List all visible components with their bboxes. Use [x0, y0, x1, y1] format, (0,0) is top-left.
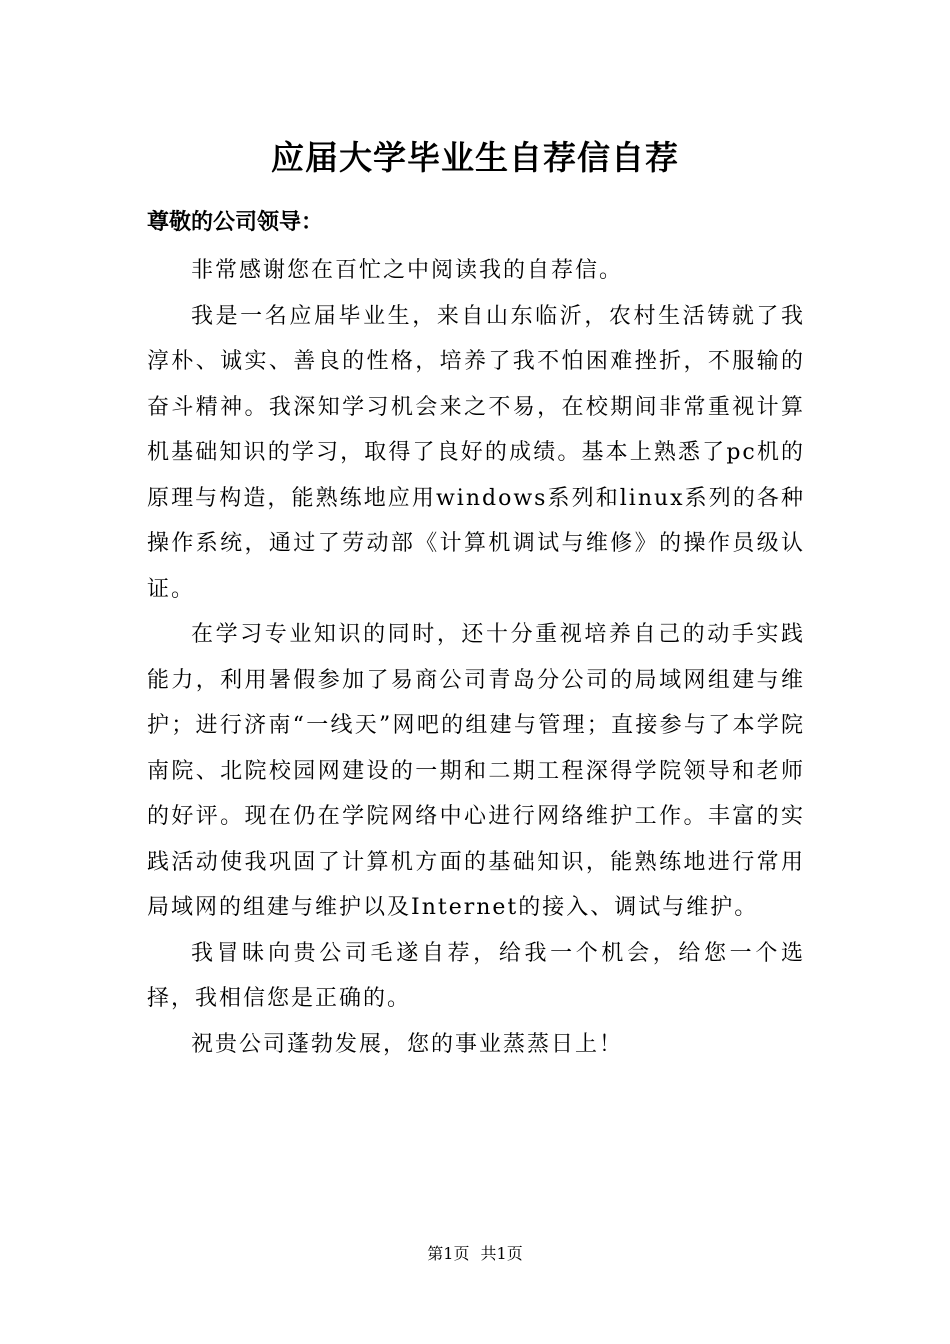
letter-body — [147, 248, 805, 1067]
paragraph-closing: 祝贵公司蓬勃发展，您的事业蒸蒸日上！ — [191, 1031, 624, 1057]
page-footer — [0, 1242, 950, 1266]
page-total: 共1页 — [480, 1244, 523, 1263]
paragraph-introduction: 我是一名应届毕业生，来自山东临沂，农村生活铸就了我淳朴、诚实、善良的性格，培养了我不怕困难挫折，不服输的奋斗精神。我深知学习机会来之不易，在校期间非常重视计算机基础知识的学习，取得了良好的成绩。基本上熟悉了pc机的原理与构造，能熟练地应用windows系列和linux系列的各种操作系统，通过了劳动部《计算机调试与维修》的操作员级认证。 — [147, 303, 805, 602]
paragraph-practice: 在学习专业知识的同时，还十分重视培养自己的动手实践能力，利用暑假参加了易商公司青岛分公司的局域网组建与维护；进行济南“一线天”网吧的组建与管理；直接参与了本学院南院、北院校园网建设的一期和二期工程深得学院领导和老师的好评。现在仍在学院网络中心进行网络维护工作。丰富的实践活动使我巩固了计算机方面的基础知识，能熟练地进行常用局域网的组建与维护以及Internet的接入、调试与维护。 — [147, 622, 805, 920]
paragraph-thanks: 非常感谢您在百忙之中阅读我的自荐信。 — [191, 258, 624, 283]
salutation: 尊敬的公司领导： — [147, 209, 324, 235]
document-title: 应届大学毕业生自荐信自荐 — [271, 138, 679, 177]
page-number: 第1页 — [427, 1244, 470, 1263]
paragraph-request: 我冒昧向贵公司毛遂自荐，给我一个机会，给您一个选择，我相信您是正确的。 — [147, 940, 805, 1011]
